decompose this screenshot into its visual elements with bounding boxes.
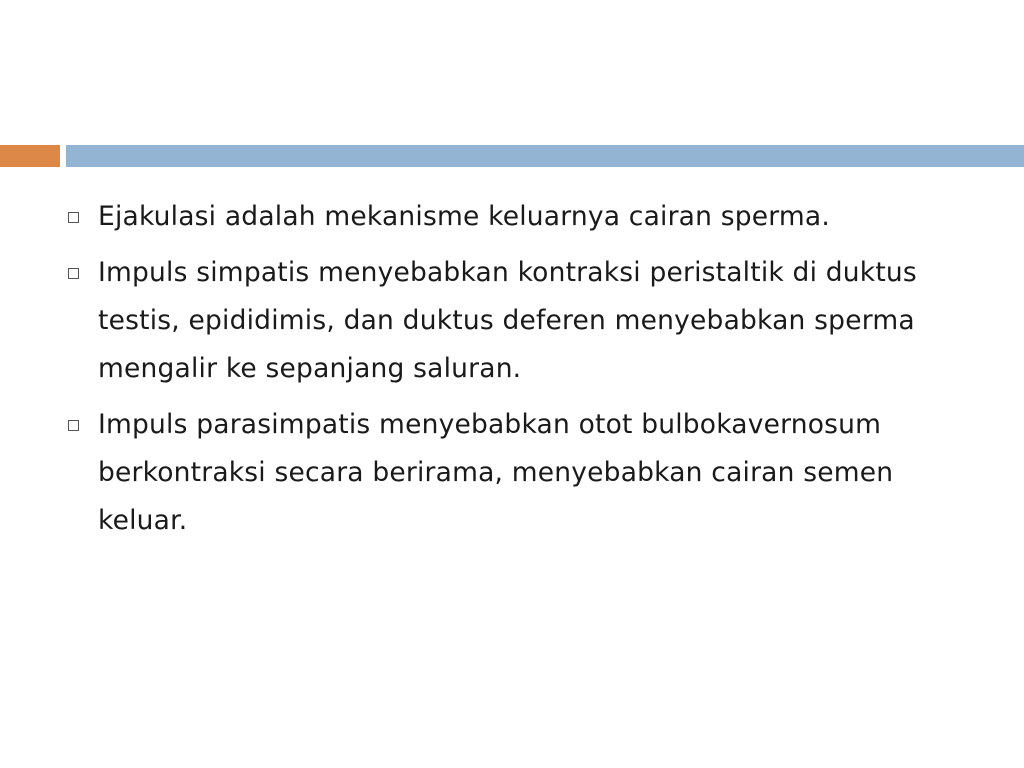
bullet-text: Impuls simpatis menyebabkan kontraksi peristaltik di duktus testis, epididimis, dan duktus deferen menyebabkan sperma mengalir ke sepanjang saluran. — [98, 257, 917, 384]
bullet-item — [64, 193, 964, 241]
square-bullet-icon — [68, 268, 79, 279]
bullet-item — [64, 401, 964, 545]
header-accent-blue-bar — [66, 145, 1024, 167]
slide-content — [64, 193, 964, 553]
square-bullet-icon — [68, 212, 79, 223]
header-accent-orange-bar — [0, 145, 60, 167]
square-bullet-icon — [68, 420, 79, 431]
bullet-item — [64, 249, 964, 393]
bullet-list — [64, 193, 964, 545]
bullet-text: Ejakulasi adalah mekanisme keluarnya cairan sperma. — [98, 201, 830, 232]
bullet-text: Impuls parasimpatis menyebabkan otot bulbokavernosum berkontraksi secara berirama, menyebabkan cairan semen keluar. — [98, 409, 894, 536]
